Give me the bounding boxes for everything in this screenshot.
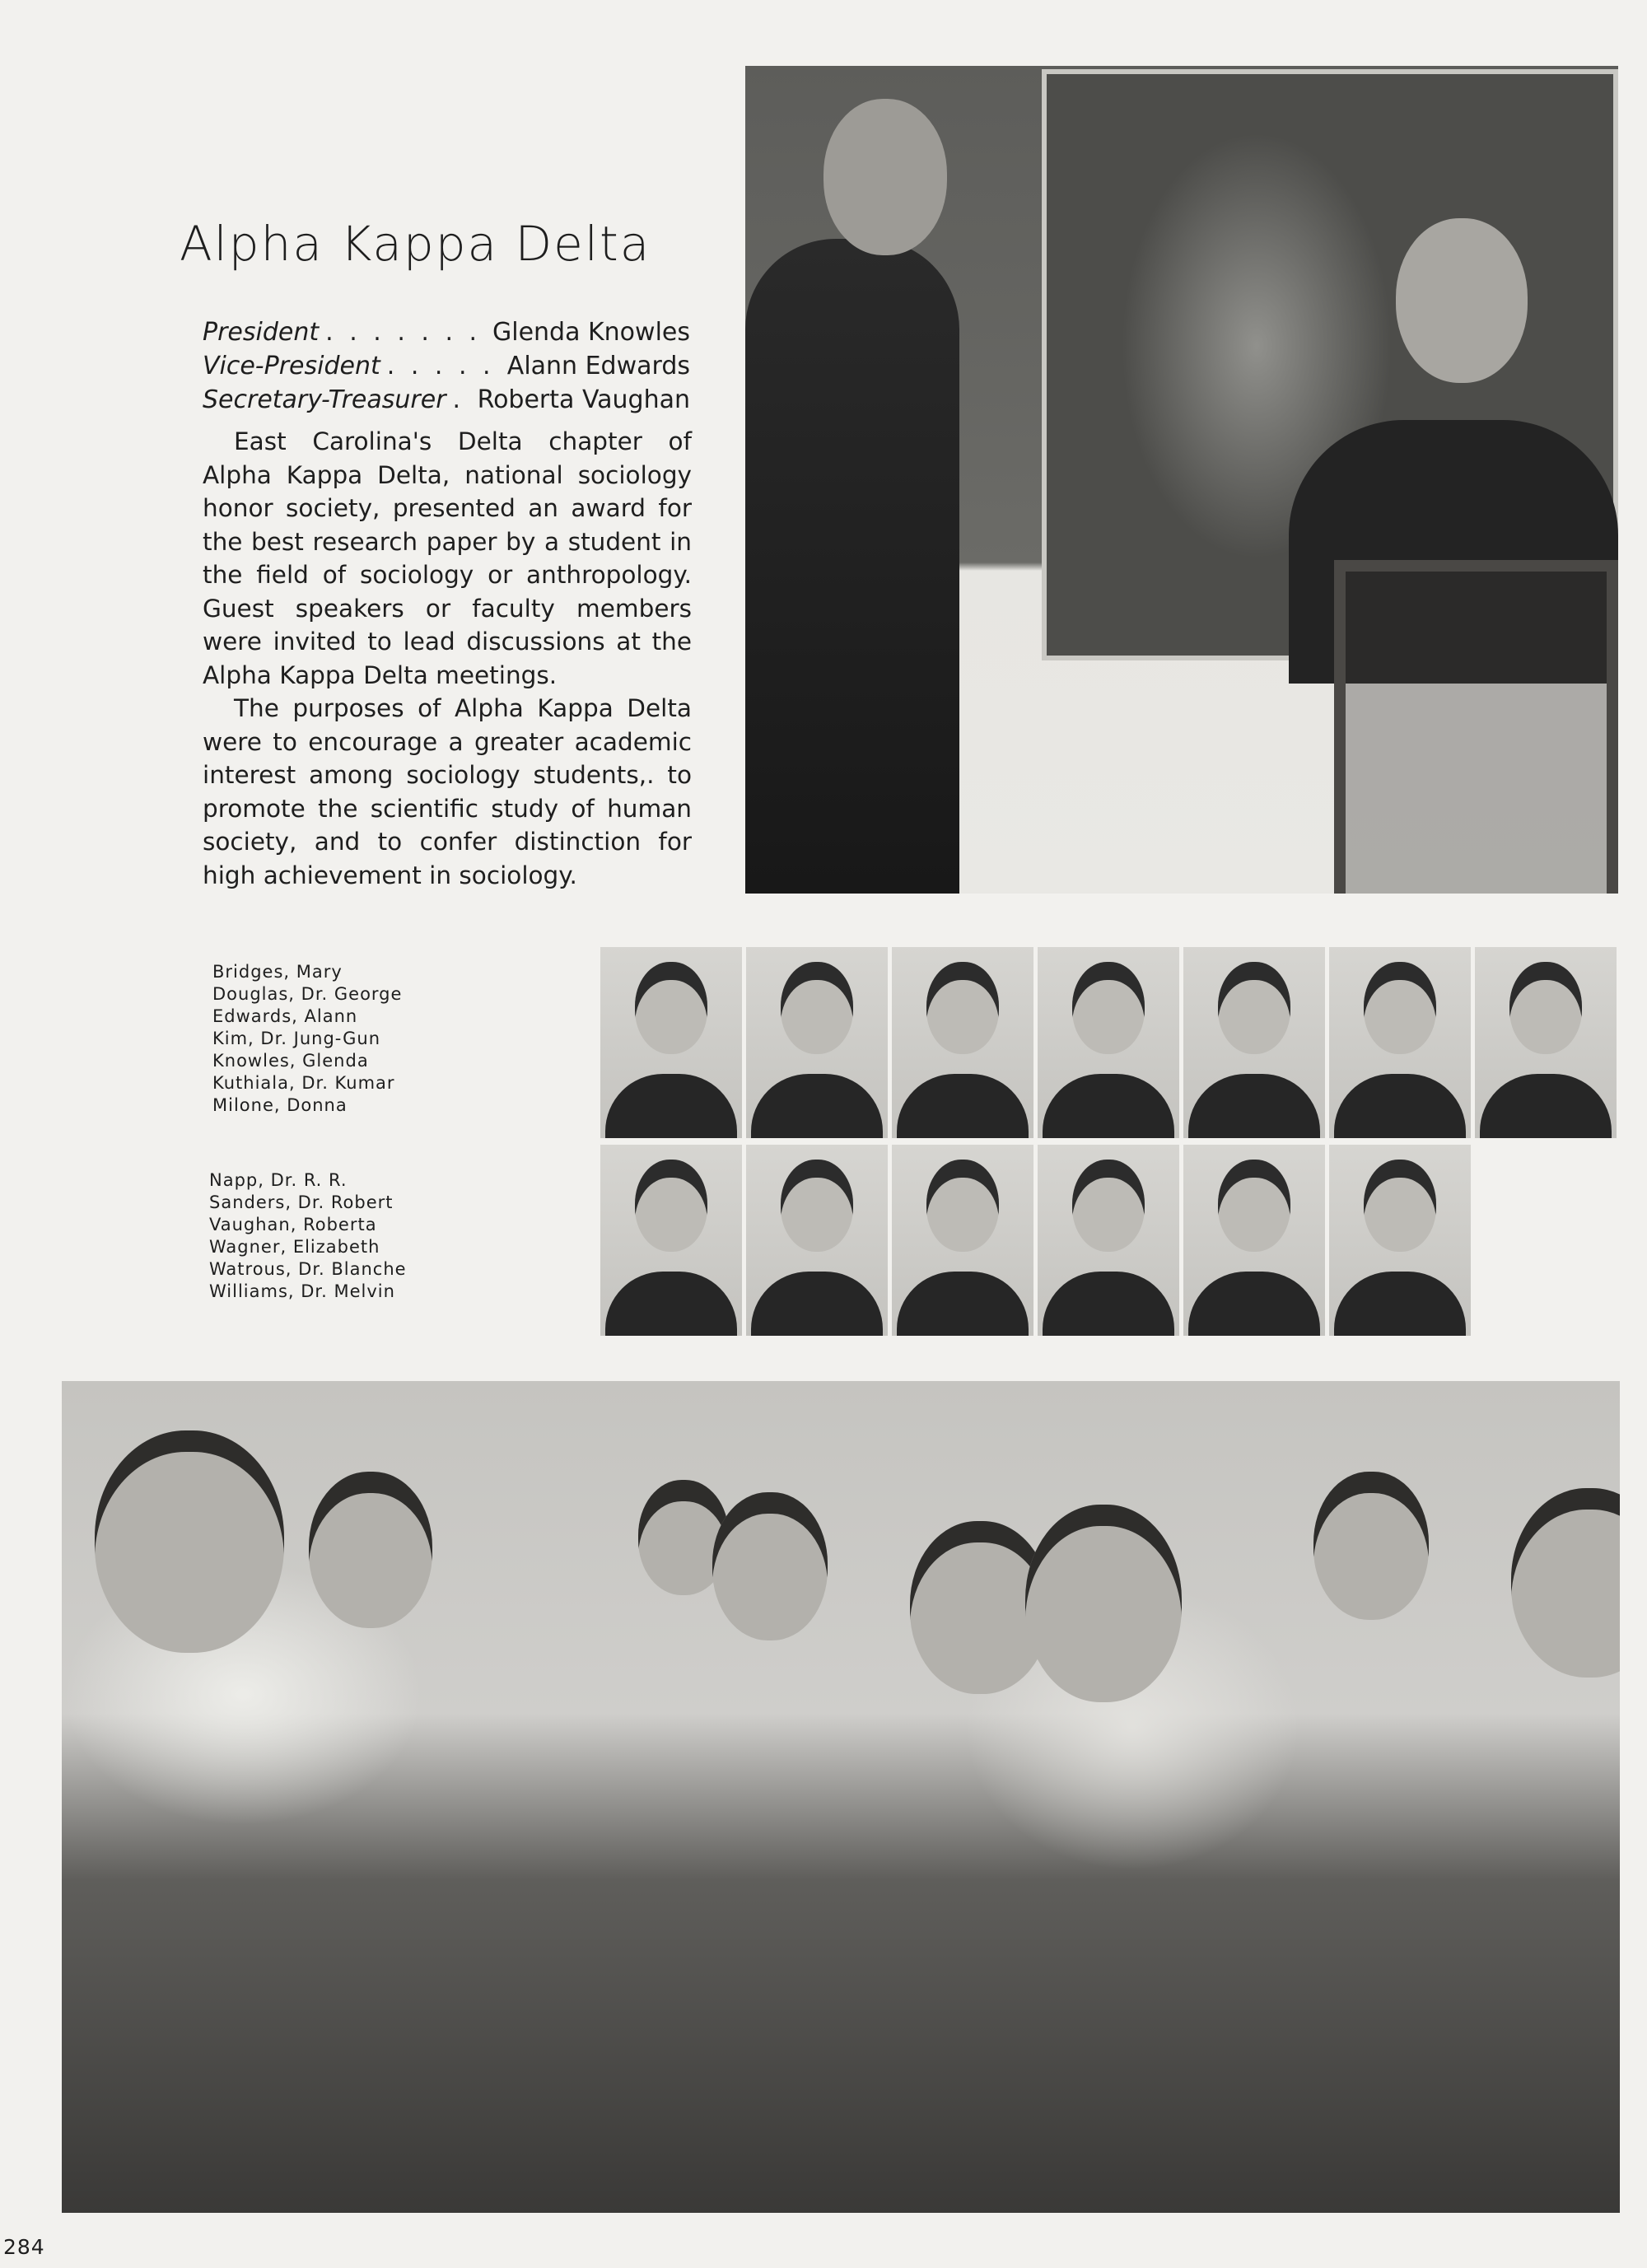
student-head [95, 1430, 284, 1653]
student-head [1313, 1472, 1429, 1620]
leader-dots [446, 385, 478, 414]
member-name: Williams, Dr. Melvin [209, 1281, 395, 1301]
officer-role: Vice-President [203, 352, 380, 380]
member-name: Bridges, Mary [212, 962, 343, 982]
member-name: Watrous, Dr. Blanche [209, 1259, 407, 1279]
speaker-head [1396, 218, 1528, 383]
officer-row [203, 352, 690, 385]
student-head [712, 1492, 828, 1640]
member-name: Douglas, Dr. George [212, 984, 403, 1004]
member-name: Kuthiala, Dr. Kumar [212, 1073, 395, 1093]
portrait-photo [1475, 947, 1617, 1138]
officer-role: Secretary-Treasurer [203, 385, 446, 414]
officers-list [203, 318, 690, 419]
portrait-photo [1038, 947, 1179, 1138]
member-names-row2 [209, 1169, 407, 1303]
officer-name: Alann Edwards [506, 352, 690, 380]
page-number: 284 [3, 2235, 45, 2259]
portrait-photo [1183, 947, 1325, 1138]
member-names-row1 [212, 961, 402, 1117]
portrait-photo [746, 1145, 888, 1336]
officer-name: Glenda Knowles [492, 318, 690, 347]
portrait-photo [1329, 1145, 1471, 1336]
body-paragraph: East Carolina's Delta chapter of Alpha Kappa Delta, national sociology honor society, presented an award for the best research paper by a student in the field of sociology or anthropology. Guest speakers or faculty members were invited to lead discussions at the Alpha Kappa Delta meetings. [203, 427, 692, 689]
portrait-photo [892, 1145, 1033, 1336]
standing-student [745, 239, 959, 894]
member-name: Vaughan, Roberta [209, 1215, 377, 1234]
student-head [1025, 1505, 1182, 1702]
portrait-photo [600, 1145, 742, 1336]
student-head [309, 1472, 432, 1628]
body-paragraph: The purposes of Alpha Kappa Delta were to encourage a greater academic interest among sociology students,. to promote the scientific study of human society, and to confer distinction for high achievement in sociology. [203, 694, 692, 889]
portrait-photo [1329, 947, 1471, 1138]
page-title: Alpha Kappa Delta [180, 216, 651, 272]
classroom-lecture-photo [745, 66, 1618, 894]
portrait-photo [746, 947, 888, 1138]
portrait-photo [1183, 1145, 1325, 1336]
member-name: Edwards, Alann [212, 1006, 358, 1026]
students-classroom-photo [62, 1381, 1620, 2213]
article-body [203, 425, 692, 892]
member-name: Knowles, Glenda [212, 1051, 369, 1071]
member-name: Wagner, Elizabeth [209, 1237, 380, 1257]
leader-dots [380, 352, 507, 380]
portrait-photo [1038, 1145, 1179, 1336]
portrait-photo [892, 947, 1033, 1138]
student-head [824, 99, 947, 255]
member-name: Napp, Dr. R. R. [209, 1170, 348, 1190]
student-head [1511, 1488, 1620, 1678]
officer-role: President [203, 318, 320, 347]
portrait-photo [600, 947, 742, 1138]
officer-row [203, 318, 690, 352]
member-name: Milone, Donna [212, 1095, 348, 1115]
lectern [1334, 560, 1618, 894]
officer-name: Roberta Vaughan [477, 385, 690, 414]
leader-dots [319, 318, 492, 347]
officer-row [203, 385, 690, 419]
member-name: Sanders, Dr. Robert [209, 1192, 394, 1212]
member-name: Kim, Dr. Jung-Gun [212, 1029, 381, 1048]
portrait-grid [600, 947, 1620, 1336]
